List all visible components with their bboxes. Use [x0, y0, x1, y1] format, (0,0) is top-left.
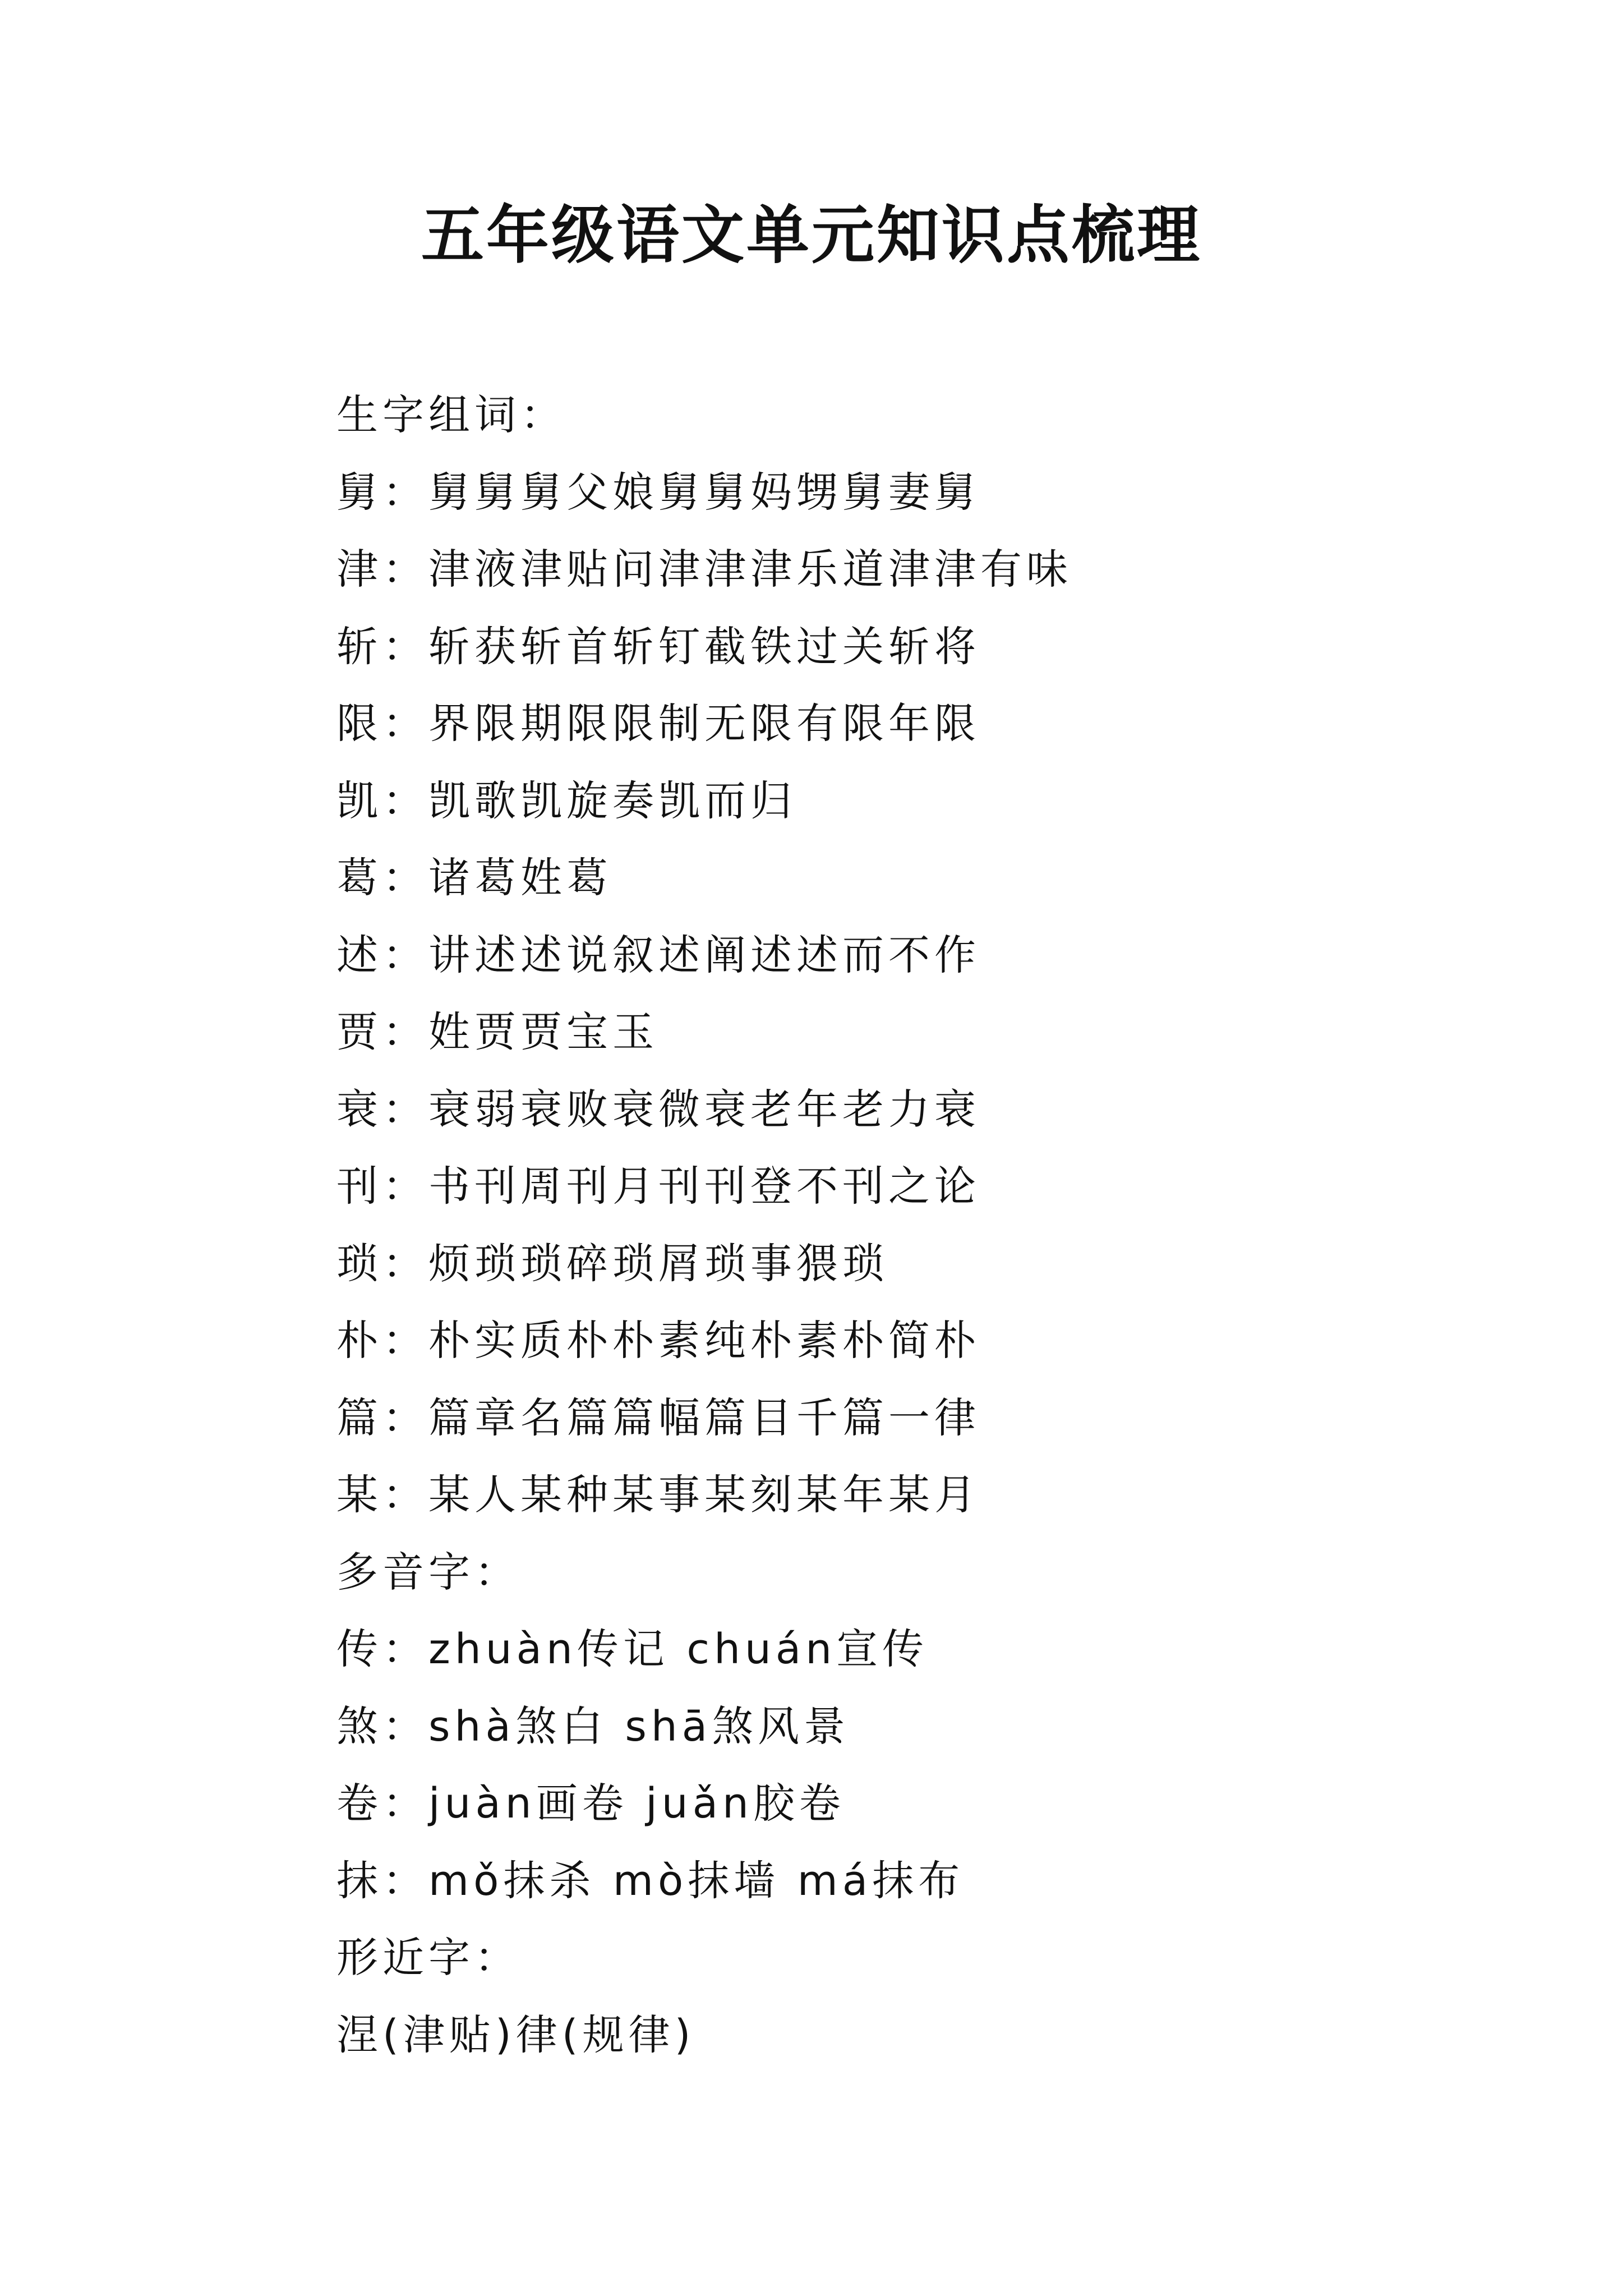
vocab-line: 某：某人某种某事某刻某年某月 — [336, 1471, 980, 1519]
polyphonic-line: 传：zhuàn传记 chuán宣传 — [336, 1625, 929, 1673]
vocab-line: 衰：衰弱衰败衰微衰老年老力衰 — [336, 1085, 980, 1134]
vocab-line: 限：界限期限限制无限有限年限 — [336, 700, 980, 748]
vocab-line: 篇：篇章名篇篇幅篇目千篇一律 — [336, 1393, 980, 1442]
vocab-line: 凯：凯歌凯旋奏凯而归 — [336, 776, 796, 825]
similar-character-line: 涅(津贴)律(规律) — [336, 2010, 695, 2059]
vocab-line: 津：津液津贴问津津津乐道津津有味 — [336, 545, 1072, 593]
vocab-line: 朴：朴实质朴朴素纯朴素朴简朴 — [336, 1317, 980, 1365]
section-heading-vocabulary: 生字组词： — [336, 391, 566, 439]
page-title: 五年级语文单元知识点梳理 — [421, 199, 1202, 272]
vocab-line: 贾：姓贾贾宝玉 — [336, 1008, 658, 1056]
vocab-line: 述：讲述述说叙述阐述述而不作 — [336, 931, 980, 979]
document-body — [336, 377, 1570, 2074]
polyphonic-line: 煞：shà煞白 shā煞风景 — [336, 1702, 850, 1751]
polyphonic-line: 卷：juàn画卷 juǎn胶卷 — [336, 1779, 845, 1828]
vocab-line: 琐：烦琐琐碎琐屑琐事猥琐 — [336, 1239, 888, 1288]
vocab-line: 葛：诸葛姓葛 — [336, 854, 612, 902]
polyphonic-line: 抹：mǒ抹杀 mò抹墙 má抹布 — [336, 1856, 965, 1905]
section-heading-similar-characters: 形近字： — [336, 1934, 520, 1982]
vocab-line: 斩：斩获斩首斩钉截铁过关斩将 — [336, 622, 980, 671]
vocab-line: 刊：书刊周刊月刊刊登不刊之论 — [336, 1162, 980, 1211]
section-heading-polyphonic: 多音字： — [336, 1548, 520, 1596]
vocab-line: 舅：舅舅舅父娘舅舅妈甥舅妻舅 — [336, 468, 980, 517]
